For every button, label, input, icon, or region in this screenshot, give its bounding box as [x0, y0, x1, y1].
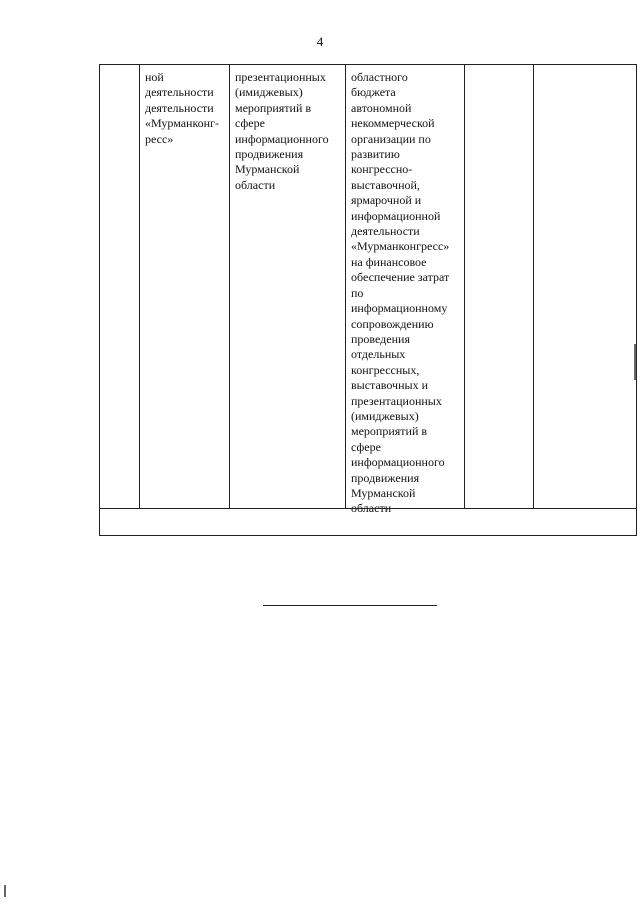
scan-corner-mark — [4, 885, 6, 897]
column-divider — [464, 64, 465, 508]
table-cell-col2: презентационных (имиджевых) мероприятий в сфере информационного продвижения Мурманской области — [235, 70, 329, 192]
column-divider — [139, 64, 140, 508]
page-number: 4 — [316, 34, 324, 49]
footnote-rule — [263, 605, 437, 606]
column-divider — [229, 64, 230, 508]
column-divider — [533, 64, 534, 508]
scan-edge-mark — [634, 344, 636, 380]
table-cell-col3: областного бюджета автономной некоммерческой организации по развитию конгрессно- выставочной, ярмарочной и информационной деятельности «Мурманконгресс» на финансовое обеспечение затрат по информационному сопровождению проведения отдельных конгрессных, выставочных и презентационных (имиджевых) мероприятий в сфере информационного продвижения Мурманской области — [351, 70, 450, 516]
table-cell-col1: ной деятельности деятельности «Мурманконг- ресс» — [145, 70, 220, 146]
document-table — [99, 64, 637, 536]
column-divider — [345, 64, 346, 508]
